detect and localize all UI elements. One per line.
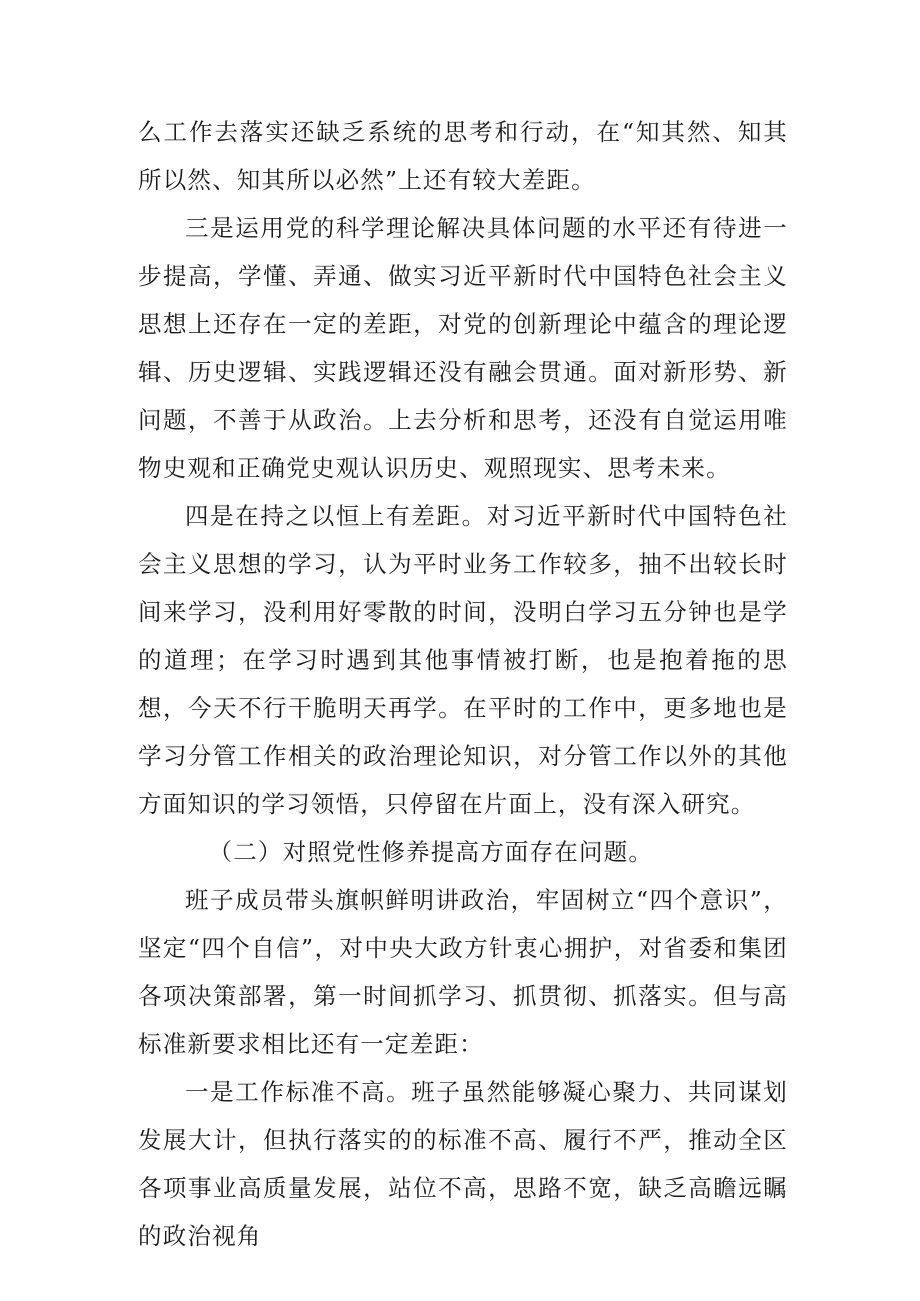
section-heading: （二）对照党性修养提高方面存在问题。 [208, 838, 654, 866]
paragraph-point-three: 三是运用党的科学理论解决具体问题的水平还有待进一步提高，学懂、弄通、做实习近平新时代中国特色社会主义思想上还存在一定的差距，对党的创新理论中蕴含的理论逻辑、历史逻辑、实践逻辑还没有融会贯通。面对新形势、新问题，不善于从政治。上去分析和思考，还没有自觉运用唯物史观和正确党史观认识历史、观照现实、思考未来。 [138, 214, 788, 482]
paragraph-point-one: 一是工作标准不高。班子虽然能够凝心聚力、共同谋划发展大计，但执行落实的的标准不高、履行不严，推动全区各项事业高质量发展，站位不高，思路不宽，缺乏高瞻远瞩的政治视角 [138, 1078, 788, 1250]
paragraph-team-overview: 班子成员带头旗帜鲜明讲政治，牢固树立“四个意识”，坚定“四个自信”，对中央大政方针衷心拥护，对省委和集团各项决策部署，第一时间抓学习、抓贯彻、抓落实。但与高标准新要求相比还有一定差距： [138, 886, 788, 1058]
paragraph-continuation: 么工作去落实还缺乏系统的思考和行动，在“知其然、知其所以然、知其所以必然”上还有较大差距。 [138, 118, 788, 194]
document-body [138, 108, 788, 1260]
paragraph-point-four: 四是在持之以恒上有差距。对习近平新时代中国特色社会主义思想的学习，认为平时业务工作较多，抽不出较长时间来学习，没利用好零散的时间，没明白学习五分钟也是学的道理；在学习时遇到其他事情被打断，也是抱着拖的思想，今天不行干脆明天再学。在平时的工作中，更多地也是学习分管工作相关的政治理论知识，对分管工作以外的其他方面知识的学习领悟，只停留在片面上，没有深入研究。 [138, 502, 788, 818]
